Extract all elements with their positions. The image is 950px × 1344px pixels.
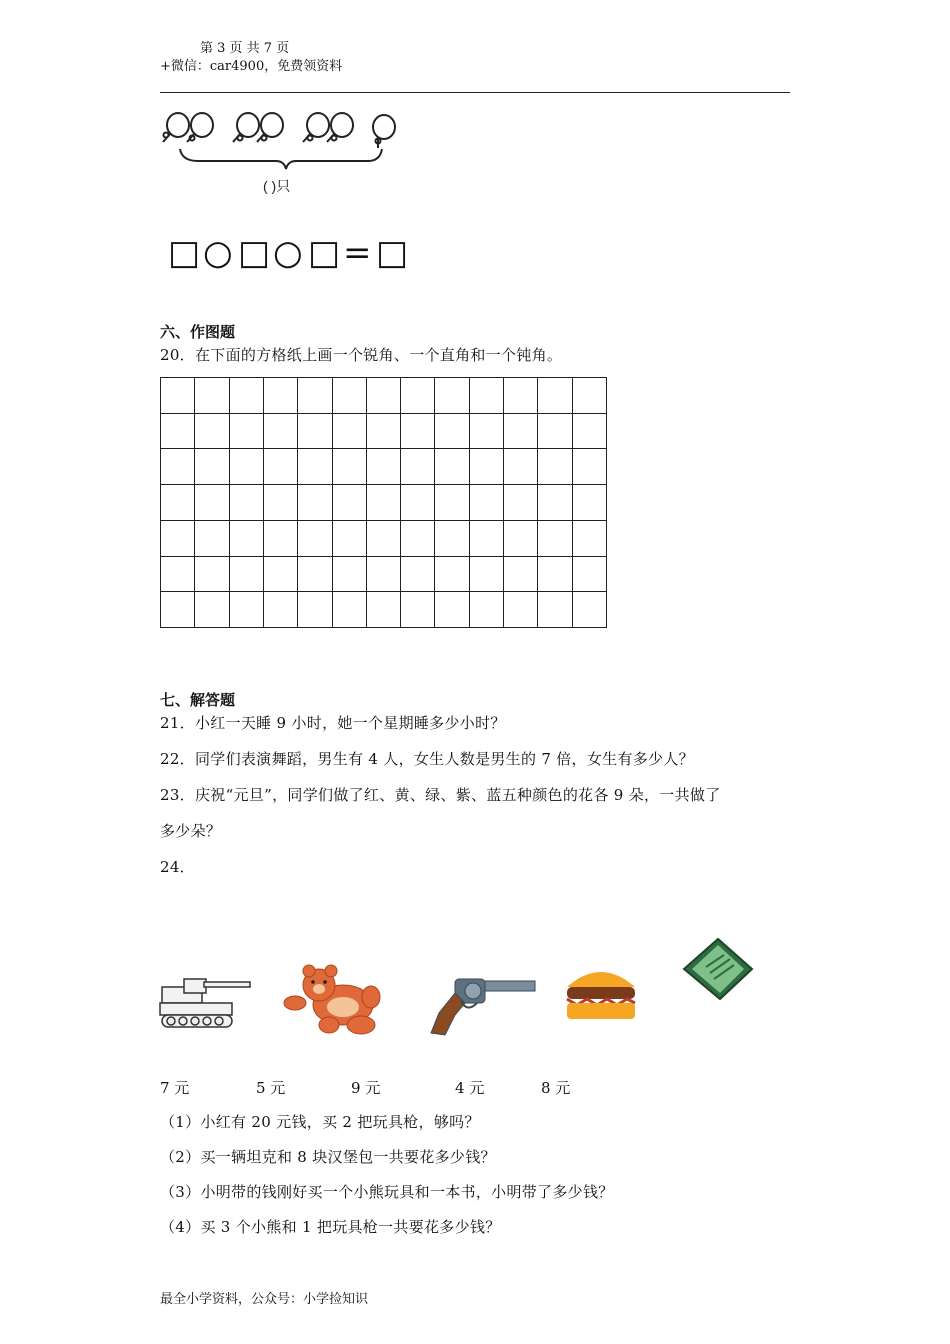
grid-cell[interactable] [367, 449, 401, 485]
grid-cell[interactable] [435, 557, 469, 593]
grid-cell[interactable] [470, 449, 504, 485]
equation-box-1[interactable]: □ [168, 233, 201, 273]
grid-cell[interactable] [230, 449, 264, 485]
question-23-line2: 多少朵？ [160, 822, 222, 840]
grid-cell[interactable] [230, 485, 264, 521]
price-book: 8 元 [541, 1079, 571, 1097]
grid-cell[interactable] [195, 414, 229, 450]
grid-cell[interactable] [504, 449, 538, 485]
grid-cell[interactable] [161, 485, 195, 521]
grid-cell[interactable] [161, 557, 195, 593]
grid-cell[interactable] [538, 521, 572, 557]
bear-icon [283, 963, 383, 1038]
grid-cell[interactable] [538, 485, 572, 521]
grid-cell[interactable] [504, 557, 538, 593]
grid-cell[interactable] [435, 378, 469, 414]
grid-cell[interactable] [401, 592, 435, 628]
grid-cell[interactable] [504, 378, 538, 414]
grid-cell[interactable] [264, 485, 298, 521]
grid-cell[interactable] [573, 414, 607, 450]
paddle-icon [373, 115, 395, 148]
subquestion-4: （4）买 3 个小熊和 1 把玩具枪一共要花多少钱？ [160, 1218, 501, 1236]
grid-cell[interactable] [367, 521, 401, 557]
grid-cell[interactable] [230, 378, 264, 414]
grid-cell[interactable] [504, 485, 538, 521]
grid-cell[interactable] [298, 378, 332, 414]
grid-cell[interactable] [435, 414, 469, 450]
equals-sign: = [343, 233, 372, 273]
grid-cell[interactable] [195, 449, 229, 485]
grid-cell[interactable] [333, 414, 367, 450]
paddle-icon [163, 113, 189, 142]
grid-cell[interactable] [230, 557, 264, 593]
grid-cell[interactable] [470, 592, 504, 628]
question-20: 20．在下面的方格纸上画一个锐角、一个直角和一个钝角。 [160, 346, 563, 364]
grid-cell[interactable] [538, 378, 572, 414]
subquestion-3: （3）小明带的钱刚好买一个小熊玩具和一本书，小明带了多少钱？ [160, 1183, 614, 1201]
question-24: 24． [160, 858, 195, 876]
grid-cell[interactable] [367, 414, 401, 450]
book-icon [680, 935, 756, 1005]
grid-cell[interactable] [333, 378, 367, 414]
grid-cell[interactable] [195, 378, 229, 414]
grid-cell[interactable] [161, 521, 195, 557]
grid-cell[interactable] [230, 592, 264, 628]
question-22: 22．同学们表演舞蹈，男生有 4 人，女生人数是男生的 7 倍，女生有多少人？ [160, 750, 694, 768]
grid-cell[interactable] [230, 521, 264, 557]
burger-icon [563, 963, 639, 1023]
grid-cell[interactable] [298, 449, 332, 485]
paddle-icon [257, 113, 283, 142]
page-number: 第 3 页 共 7 页 [200, 41, 290, 56]
grid-cell[interactable] [435, 521, 469, 557]
grid-cell[interactable] [573, 592, 607, 628]
grid-cell[interactable] [264, 592, 298, 628]
grid-cell[interactable] [573, 557, 607, 593]
grid-cell[interactable] [538, 414, 572, 450]
gun-icon [425, 973, 537, 1039]
grid-cell[interactable] [333, 557, 367, 593]
grid-cell[interactable] [504, 592, 538, 628]
grid-cell[interactable] [161, 414, 195, 450]
grid-cell[interactable] [573, 449, 607, 485]
grid-cell[interactable] [195, 557, 229, 593]
paddle-blank-label: ( )只 [263, 178, 291, 194]
grid-paper[interactable] [160, 377, 607, 628]
paddle-icon [187, 113, 213, 142]
grid-cell[interactable] [573, 521, 607, 557]
price-burger: 4 元 [455, 1079, 485, 1097]
grid-cell[interactable] [264, 378, 298, 414]
grid-cell[interactable] [195, 592, 229, 628]
section7-title: 七、解答题 [160, 691, 236, 709]
grid-cell[interactable] [161, 449, 195, 485]
brace [180, 149, 382, 169]
equation-box-3[interactable]: □ [308, 233, 341, 273]
price-tank: 7 元 [160, 1079, 190, 1097]
grid-cell[interactable] [435, 485, 469, 521]
grid-cell[interactable] [538, 592, 572, 628]
grid-cell[interactable] [298, 414, 332, 450]
grid-cell[interactable] [504, 414, 538, 450]
grid-cell[interactable] [401, 521, 435, 557]
grid-cell[interactable] [401, 557, 435, 593]
question-21: 21．小红一天睡 9 小时，她一个星期睡多少小时？ [160, 714, 506, 732]
section6-title: 六、作图题 [160, 323, 236, 341]
tank-icon [158, 965, 254, 1031]
grid-cell[interactable] [401, 485, 435, 521]
grid-cell[interactable] [298, 557, 332, 593]
grid-cell[interactable] [195, 485, 229, 521]
grid-cell[interactable] [230, 414, 264, 450]
grid-cell[interactable] [195, 521, 229, 557]
grid-cell[interactable] [264, 449, 298, 485]
grid-cell[interactable] [470, 557, 504, 593]
grid-cell[interactable] [333, 485, 367, 521]
paddle-figure [158, 105, 403, 200]
grid-cell[interactable] [333, 449, 367, 485]
grid-cell[interactable] [298, 485, 332, 521]
grid-cell[interactable] [161, 378, 195, 414]
grid-cell[interactable] [538, 557, 572, 593]
grid-cell[interactable] [573, 378, 607, 414]
footer-note: 最全小学资料，公众号：小学捡知识 [160, 1292, 369, 1307]
grid-cell[interactable] [161, 592, 195, 628]
price-gun: 9 元 [351, 1079, 381, 1097]
grid-cell[interactable] [470, 378, 504, 414]
grid-cell[interactable] [264, 557, 298, 593]
grid-cell[interactable] [264, 521, 298, 557]
grid-cell[interactable] [470, 414, 504, 450]
grid-cell[interactable] [504, 521, 538, 557]
grid-cell[interactable] [435, 592, 469, 628]
grid-cell[interactable] [367, 378, 401, 414]
grid-cell[interactable] [333, 521, 367, 557]
grid-cell[interactable] [367, 592, 401, 628]
grid-cell[interactable] [470, 521, 504, 557]
equation-box-2[interactable]: □ [238, 233, 271, 273]
equation-box-result[interactable]: □ [376, 233, 409, 273]
paddle-icon [327, 113, 353, 142]
wechat-note: +微信：car4900，免费领资料 [160, 59, 343, 74]
grid-cell[interactable] [401, 414, 435, 450]
price-bear: 5 元 [256, 1079, 286, 1097]
grid-cell[interactable] [264, 414, 298, 450]
question-23-line1: 23．庆祝“元旦”，同学们做了红、黄、绿、紫、蓝五种颜色的花各 9 朵，一共做了 [160, 786, 721, 804]
header-rule [160, 92, 790, 93]
grid-cell[interactable] [298, 592, 332, 628]
grid-cell[interactable] [435, 449, 469, 485]
grid-cell[interactable] [401, 449, 435, 485]
paddle-icon [303, 113, 329, 142]
paddle-icon [233, 113, 259, 142]
grid-cell[interactable] [298, 521, 332, 557]
grid-cell[interactable] [573, 485, 607, 521]
grid-cell[interactable] [367, 557, 401, 593]
subquestion-1: （1）小红有 20 元钱，买 2 把玩具枪，够吗？ [160, 1113, 480, 1131]
grid-cell[interactable] [333, 592, 367, 628]
grid-cell[interactable] [367, 485, 401, 521]
equation-circle-2[interactable]: ○ [273, 233, 303, 273]
grid-cell[interactable] [470, 485, 504, 521]
grid-cell[interactable] [538, 449, 572, 485]
grid-cell[interactable] [401, 378, 435, 414]
subquestion-2: （2）买一辆坦克和 8 块汉堡包一共要花多少钱？ [160, 1148, 496, 1166]
equation-circle-1[interactable]: ○ [203, 233, 233, 273]
